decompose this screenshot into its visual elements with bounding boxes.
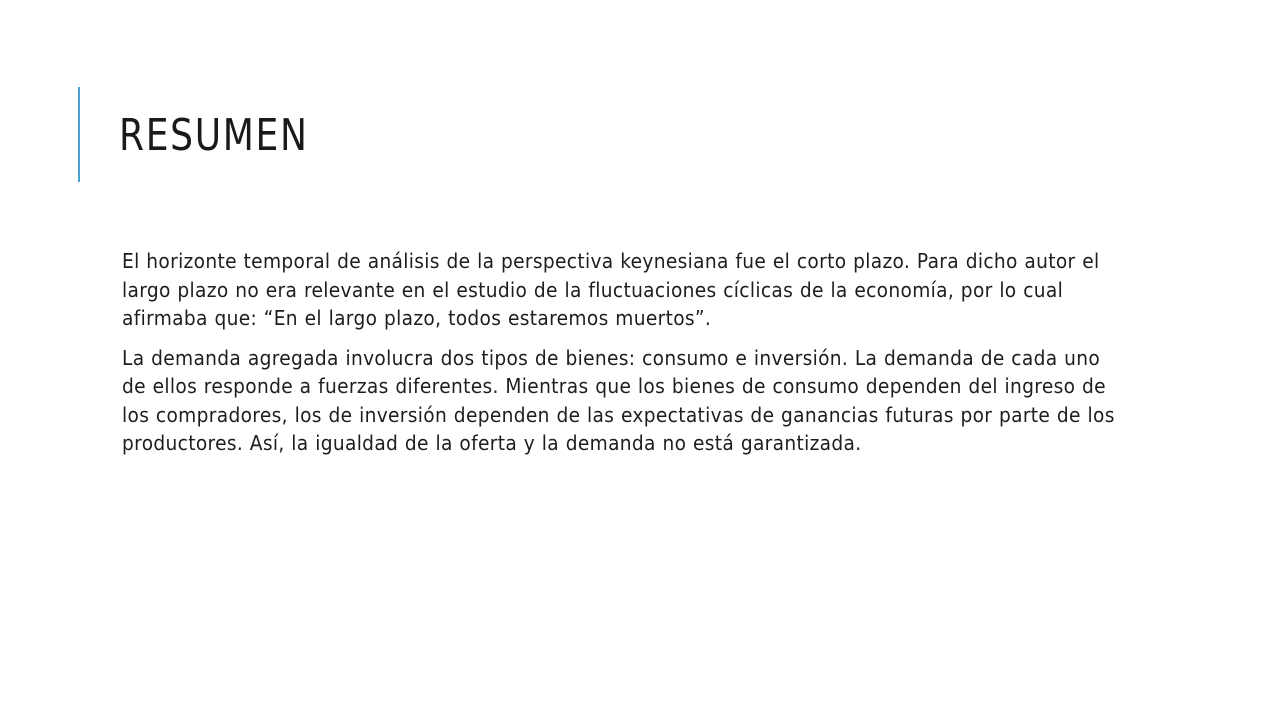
body-paragraph-2: La demanda agregada involucra dos tipos de bienes: consumo e inversión. La demanda de cada uno de ellos responde a fuerzas diferentes. Mientras que los bienes de consumo dependen del ingreso de los compradores, los de inversión dependen de las expectativas de ganancias futuras por parte de los productores. Así, la igualdad de la oferta y la demanda no está garantizada. bbox=[122, 345, 1115, 455]
body-paragraph-1: El horizonte temporal de análisis de la perspectiva keynesiana fue el corto plazo. Para dicho autor el largo plazo no era relevante en el estudio de la fluctuaciones cíclicas de la economía, por lo cual afirmaba que: “En el largo plazo, todos estaremos muertos”. bbox=[122, 249, 1100, 330]
title-accent-bar bbox=[78, 87, 80, 182]
slide-body bbox=[122, 247, 1122, 469]
slide-title: RESUMEN bbox=[119, 110, 309, 161]
